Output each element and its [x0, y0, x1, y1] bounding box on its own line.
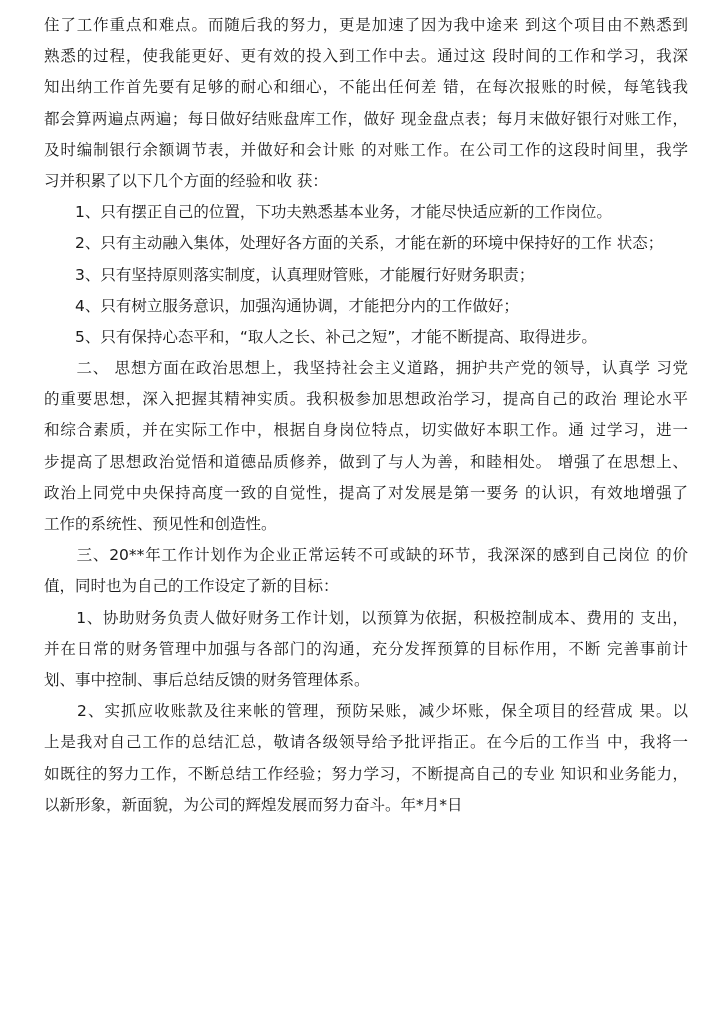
- text-line: 住了工作重点和难点。而随后我的努力，更是加速了因为我中途来 到这个项目由不熟悉到: [44, 16, 688, 34]
- text-line: 都会算两遍点两遍；每日做好结账盘库工作，做好 现金盘点表；每月末做好银行对账工作，: [44, 109, 688, 128]
- text-line: 和综合素质，并在实际工作中，根据自身岗位特点，切实做好本职工作。通 过学习，进一: [44, 421, 688, 440]
- list-item: 1、协助财务负责人做好财务工作计划，以预算为依据，积极控制成本、费用的 支出，: [44, 608, 688, 627]
- section-heading-line: 二、 思想方面在政治思想上，我坚持社会主义道路，拥护共产党的领导，认真学 习党: [44, 359, 688, 378]
- list-item: 2、实抓应收账款及往来帐的管理，预防呆账，减少坏账，保全项目的经营成 果。以: [44, 702, 688, 721]
- text-line: 步提高了思想政治觉悟和道德品质修养，做到了与人为善，和睦相处。 增强了在思想上、: [44, 452, 688, 471]
- text-line: 习并积累了以下几个方面的经验和收 获：: [44, 171, 328, 190]
- text-line: 值，同时也为自己的工作设定了新的目标：: [44, 577, 339, 596]
- text-line: 熟悉的过程，使我能更好、更有效的投入到工作中去。通过这 段时间的工作和学习，我深: [44, 47, 688, 66]
- text-line: 上是我对自己工作的总结汇总，敬请各级领导给予批评指正。在今后的工作当 中，我将一: [44, 733, 688, 752]
- text-line: 政治上同党中央保持高度一致的自觉性，提高了对发展是第一要务 的认识，有效地增强了: [44, 483, 688, 502]
- text-line: 的重要思想，深入把握其精神实质。我积极参加思想政治学习，提高自己的政治 理论水平: [44, 390, 688, 409]
- list-item: 1、只有摆正自己的位置，下功夫熟悉基本业务，才能尽快适应新的工作岗位。: [44, 203, 612, 222]
- text-line: 划、事中控制、事后总结反馈的财务管理体系。: [44, 670, 370, 689]
- text-line: 如既往的努力工作，不断总结工作经验；努力学习，不断提高自己的专业 知识和业务能力，: [44, 764, 688, 783]
- section-heading-line: 三、20**年工作计划作为企业正常运转不可或缺的环节，我深深的感到自己岗位 的价: [44, 546, 688, 565]
- body-text: [44, 10, 688, 821]
- text-line: 工作的系统性、预见性和创造性。: [44, 515, 277, 533]
- list-item: 4、只有树立服务意识，加强沟通协调，才能把分内的工作做好；: [44, 296, 519, 315]
- text-line: 以新形象，新面貌，为公司的辉煌发展而努力奋斗。年*月*日: [44, 795, 463, 814]
- list-item: 5、只有保持心态平和，“取人之长、补己之短”，才能不断提高、取得进步。: [44, 327, 597, 346]
- text-line: 并在日常的财务管理中加强与各部门的沟通，充分发挥预算的目标作用，不断 完善事前计: [44, 639, 688, 658]
- text-line: 及时编制银行余额调节表，并做好和会计账 的对账工作。在公司工作的这段时间里，我学: [44, 140, 688, 159]
- list-item: 2、只有主动融入集体，处理好各方面的关系，才能在新的环境中保持好的工作 状态；: [44, 234, 664, 253]
- list-item: 3、只有坚持原则落实制度，认真理财管账，才能履行好财务职责；: [44, 265, 535, 284]
- text-line: 知出纳工作首先要有足够的耐心和细心，不能出任何差 错，在每次报账的时候，每笔钱我: [44, 78, 688, 97]
